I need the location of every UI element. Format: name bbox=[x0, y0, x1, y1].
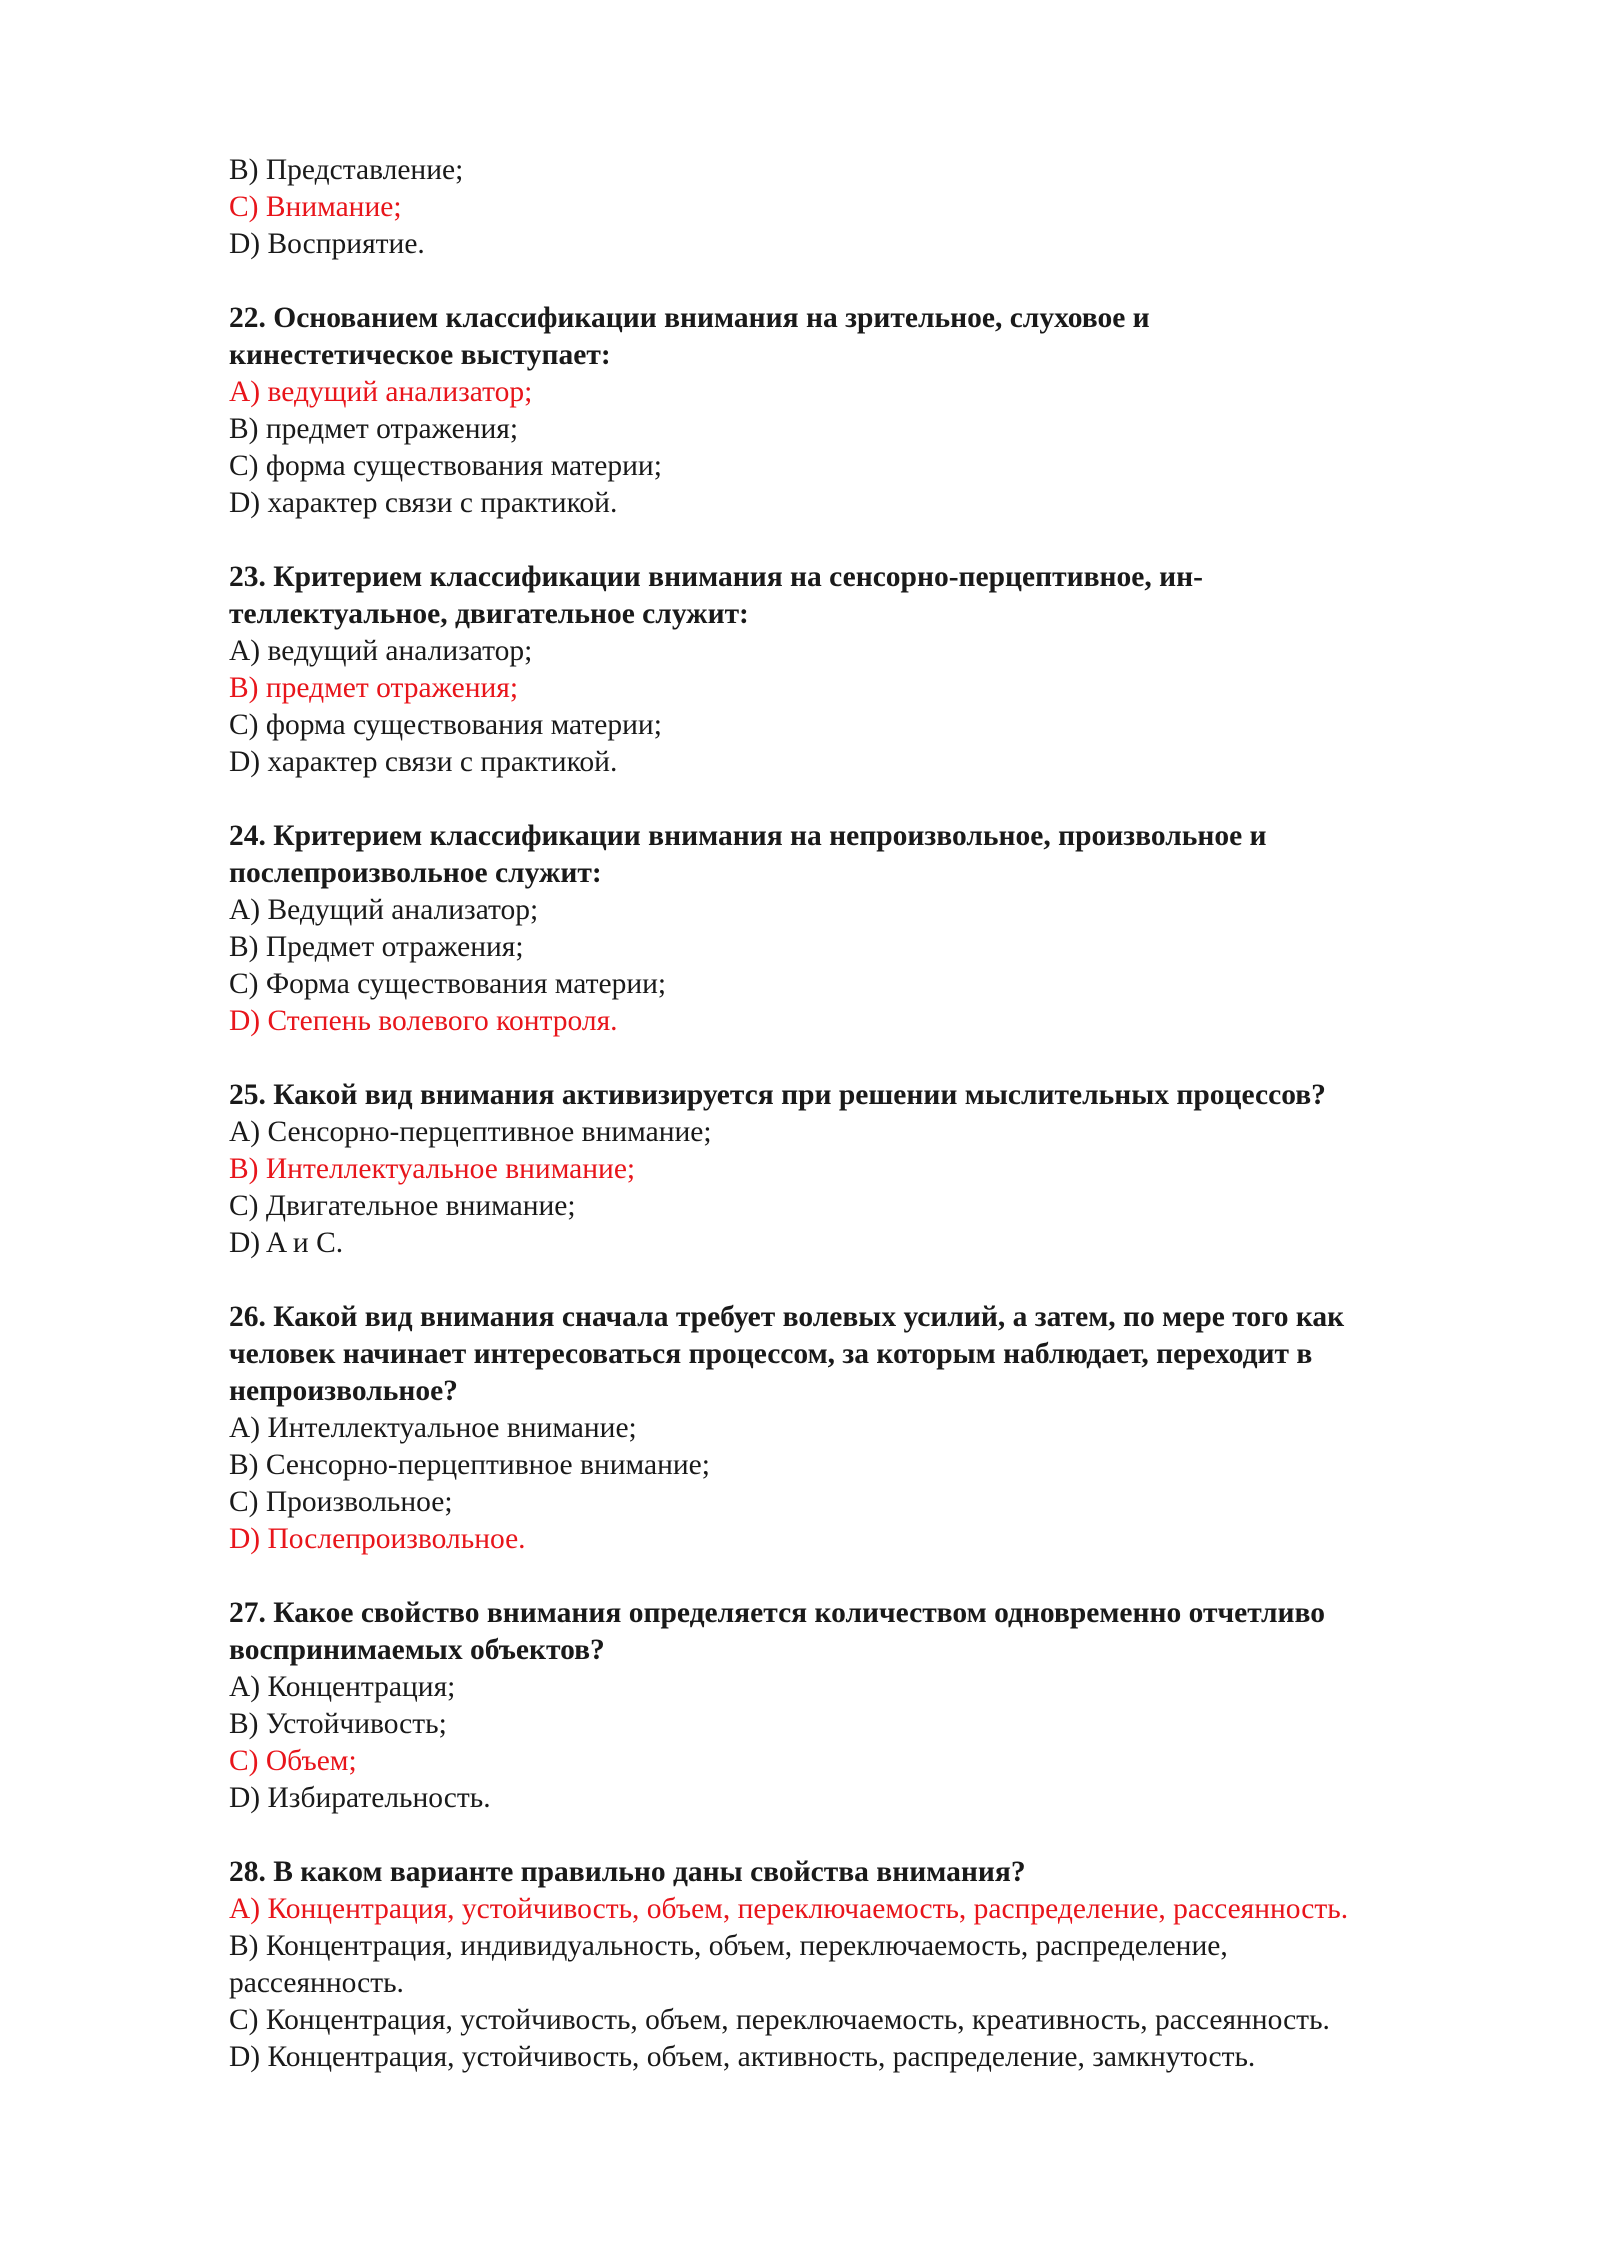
question-title: воспринимаемых объектов? bbox=[229, 1634, 605, 1666]
answer-option: D) характер связи с практикой. bbox=[229, 487, 618, 519]
question-24 bbox=[229, 818, 1469, 1040]
answer-option: D) Избирательность. bbox=[229, 1782, 491, 1814]
document-page bbox=[229, 152, 1469, 2076]
question-25 bbox=[229, 1077, 1469, 1262]
question-26 bbox=[229, 1299, 1469, 1558]
answer-option: C) Форма существования материи; bbox=[229, 968, 667, 1000]
question-title: послепроизвольное служит: bbox=[229, 857, 602, 889]
answer-option: A) Концентрация; bbox=[229, 1671, 456, 1703]
answer-option: B) предмет отражения; bbox=[229, 413, 519, 445]
question-28 bbox=[229, 1854, 1469, 2076]
answer-option: A) Интеллектуальное внимание; bbox=[229, 1412, 637, 1444]
answer-option: C) Концентрация, устойчивость, объем, переключаемость, креативность, рассеянность. bbox=[229, 2004, 1330, 2036]
question-22 bbox=[229, 300, 1469, 522]
answer-option-correct: C) Внимание; bbox=[229, 191, 402, 223]
answer-option: D) Концентрация, устойчивость, объем, активность, распределение, замкнутость. bbox=[229, 2041, 1256, 2073]
answer-option-correct: B) Интеллектуальное внимание; bbox=[229, 1153, 636, 1185]
answer-option: B) Концентрация, индивидуальность, объем, переключаемость, распределение, рассеянность. bbox=[229, 1930, 1228, 1999]
question-title: 28. В каком варианте правильно даны свойства внимания? bbox=[229, 1856, 1026, 1888]
answer-option-correct: D) Степень волевого контроля. bbox=[229, 1005, 618, 1037]
question-title: 26. Какой вид внимания сначала требует волевых усилий, а затем, по мере того как bbox=[229, 1301, 1345, 1333]
answer-option: D) Восприятие. bbox=[229, 228, 425, 260]
question-title: теллектуальное, двигательное служит: bbox=[229, 598, 749, 630]
answer-option: A) Ведущий анализатор; bbox=[229, 894, 539, 926]
answer-option: C) форма существования материи; bbox=[229, 709, 662, 741]
question-title: кинестетическое выступает: bbox=[229, 339, 611, 371]
question-title: 24. Критерием классификации внимания на непроизвольное, произвольное и bbox=[229, 820, 1267, 852]
answer-option: C) форма существования материи; bbox=[229, 450, 662, 482]
answer-option: A) Сенсорно-перцептивное внимание; bbox=[229, 1116, 712, 1148]
question-title: 25. Какой вид внимания активизируется при решении мыслительных процессов? bbox=[229, 1079, 1326, 1111]
answer-option: D) характер связи с практикой. bbox=[229, 746, 618, 778]
question-title: человек начинает интересоваться процессом, за которым наблюдает, переходит в bbox=[229, 1338, 1313, 1370]
answer-option: B) Сенсорно-перцептивное внимание; bbox=[229, 1449, 710, 1481]
question-title: 22. Основанием классификации внимания на зрительное, слуховое и bbox=[229, 302, 1150, 334]
question-title: непроизвольное? bbox=[229, 1375, 458, 1407]
question-23 bbox=[229, 559, 1469, 781]
answer-option-correct: B) предмет отражения; bbox=[229, 672, 519, 704]
question-title: 27. Какое свойство внимания определяется количеством одновременно отчетливо bbox=[229, 1597, 1326, 1629]
answer-option: B) Устойчивость; bbox=[229, 1708, 447, 1740]
answer-option-correct: C) Объем; bbox=[229, 1745, 357, 1777]
answer-option-correct: A) Концентрация, устойчивость, объем, переключаемость, распределение, рассеянность. bbox=[229, 1893, 1349, 1925]
answer-option: B) Представление; bbox=[229, 154, 464, 186]
question-title: 23. Критерием классификации внимания на сенсорно-перцептивное, ин- bbox=[229, 561, 1203, 593]
question-27 bbox=[229, 1595, 1469, 1817]
answer-option: B) Предмет отражения; bbox=[229, 931, 524, 963]
top-answers bbox=[229, 152, 1469, 263]
answer-option: C) Произвольное; bbox=[229, 1486, 453, 1518]
answer-option-correct: A) ведущий анализатор; bbox=[229, 376, 533, 408]
answer-option: A) ведущий анализатор; bbox=[229, 635, 533, 667]
answer-option-correct: D) Послепроизвольное. bbox=[229, 1523, 526, 1555]
answer-option: D) A и C. bbox=[229, 1227, 344, 1259]
answer-option: C) Двигательное внимание; bbox=[229, 1190, 576, 1222]
